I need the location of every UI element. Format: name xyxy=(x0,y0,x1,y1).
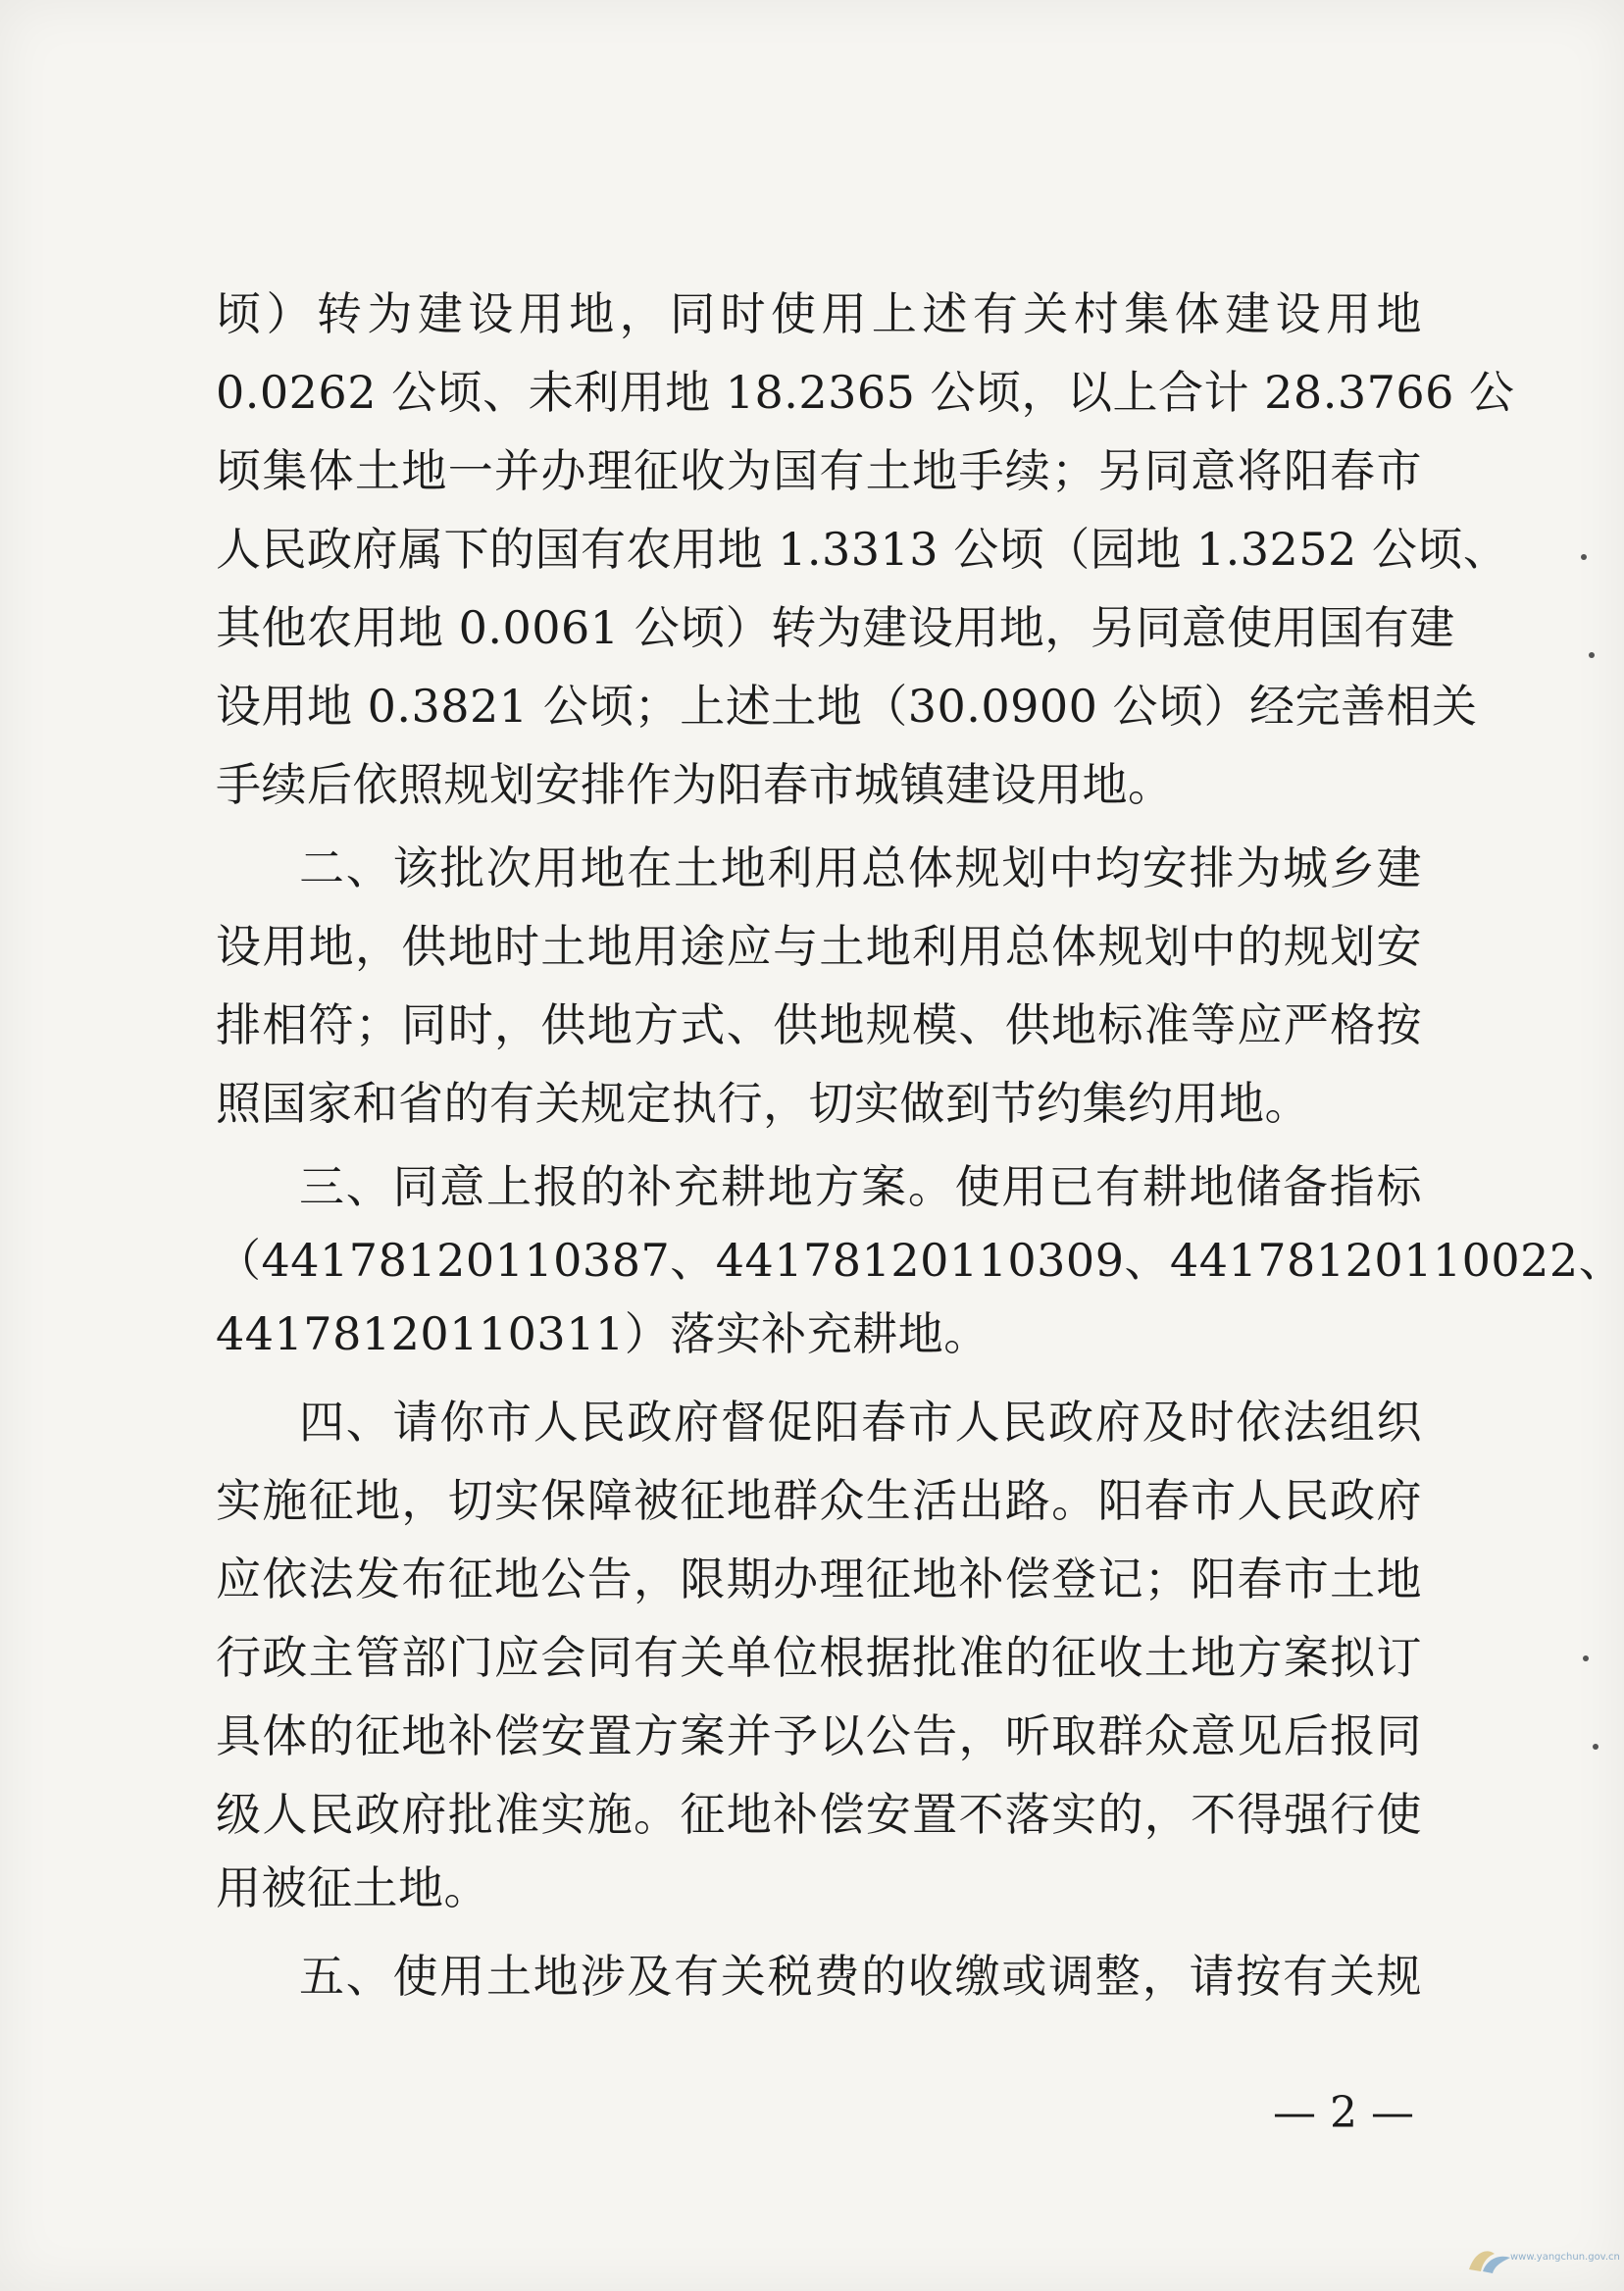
text-line: 排相符；同时，供地方式、供地规模、供地标准等应严格按 xyxy=(216,998,1422,1051)
scan-speck xyxy=(1593,1744,1599,1750)
text-line: 手续后依照规划安排作为阳春市城镇建设用地。 xyxy=(216,758,1174,811)
watermark-url: www.yangchun.gov.cn xyxy=(1510,2252,1620,2263)
paragraph-4-first-line: 四、请你市人民政府督促阳春市人民政府及时依法组织 xyxy=(299,1396,1422,1449)
text-line: 用被征土地。 xyxy=(216,1861,489,1914)
scan-speck xyxy=(1589,652,1595,658)
text-line: 具体的征地补偿安置方案并予以公告，听取群众意见后报同 xyxy=(216,1709,1422,1762)
text-line: （44178120110387、44178120110309、44178120110022、 xyxy=(216,1234,1624,1287)
text-line: 0.0262 公顷、未利用地 18.2365 公顷，以上合计 28.3766 公 xyxy=(216,366,1515,419)
page-number: — 2 — xyxy=(1273,2088,1414,2138)
paragraph-5-first-line: 五、使用土地涉及有关税费的收缴或调整，请按有关规 xyxy=(299,1950,1422,2003)
text-line: 照国家和省的有关规定执行，切实做到节约集约用地。 xyxy=(216,1077,1310,1130)
text-line: 44178120110311）落实补充耕地。 xyxy=(216,1307,990,1360)
text-line: 人民政府属下的国有农用地 1.3313 公顷（园地 1.3252 公顷、 xyxy=(216,523,1509,576)
paragraph-2-first-line: 二、该批次用地在土地利用总体规划中均安排为城乡建 xyxy=(299,841,1422,894)
paragraph-3-first-line: 三、同意上报的补充耕地方案。使用已有耕地储备指标 xyxy=(299,1160,1422,1213)
text-line: 设用地，供地时土地用途应与土地利用总体规划中的规划安 xyxy=(216,920,1422,973)
watermark-logo-icon xyxy=(1465,2244,1514,2277)
text-line: 设用地 0.3821 公顷；上述土地（30.0900 公顷）经完善相关 xyxy=(216,680,1478,733)
text-line: 顷）转为建设用地，同时使用上述有关村集体建设用地 xyxy=(216,287,1422,340)
text-line: 顷集体土地一并办理征收为国有土地手续；另同意将阳春市 xyxy=(216,444,1422,497)
site-watermark xyxy=(1465,2244,1620,2277)
text-line: 应依法发布征地公告，限期办理征地补偿登记；阳春市土地 xyxy=(216,1553,1422,1605)
text-line: 其他农用地 0.0061 公顷）转为建设用地，另同意使用国有建 xyxy=(216,601,1455,654)
text-line: 行政主管部门应会同有关单位根据批准的征收土地方案拟订 xyxy=(216,1631,1422,1684)
scan-speck xyxy=(1581,554,1587,560)
text-line: 实施征地，切实保障被征地群众生活出路。阳春市人民政府 xyxy=(216,1474,1422,1527)
scan-speck xyxy=(1583,1655,1589,1661)
text-line: 级人民政府批准实施。征地补偿安置不落实的，不得强行使 xyxy=(216,1788,1422,1841)
